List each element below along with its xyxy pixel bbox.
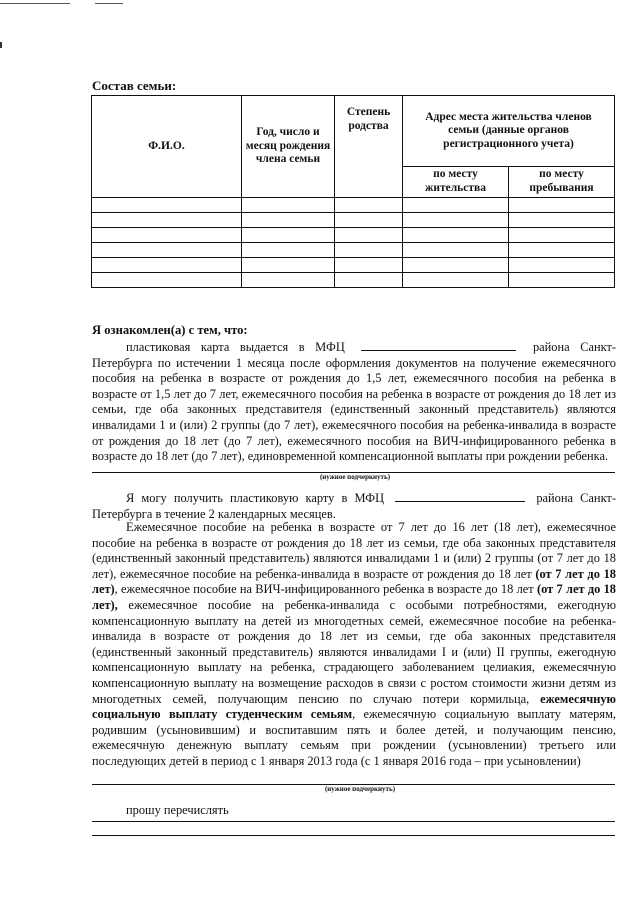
district-blank-2[interactable]	[395, 490, 525, 502]
transfer-blank-2[interactable]	[92, 835, 615, 836]
notice-p3-d: (от 7 лет до 18 лет),	[92, 582, 616, 612]
header-place-of-residence: по месту жительства	[403, 167, 509, 198]
notice-p1-district: района	[532, 340, 570, 354]
family-composition-title: Состав семьи:	[92, 78, 177, 93]
notice-p1-rest: Санкт-Петербурга по истечении 1 месяца после оформления документов на получение ежемесячного пособия на ребенка в возрасте от рождения до 1,5 лет, ежемесячного пособия на ребенка в возрасте от 1,5 лет до 7 лет, ежемесячного пособия на ребенка в возрасте от рождения до 18 лет из семьи, где оба законных представителя (единственный законный представитель) являются инвалидами 1 и (или) 2 группы (до 7 лет), ежемесячного пособия на ребенка-инвалида в возрасте от рождения до 18 лет (до 7 лет), ежемесячного пособия на ВИЧ-инфицированного ребенка в возрасте до 18 лет (до 7 лет), единовременной компенсационной выплаты при рождении ребенка.	[92, 340, 616, 464]
table-row	[92, 213, 615, 228]
table-row	[92, 258, 615, 273]
underline-hint-1: (нужное подчеркнуть)	[319, 473, 391, 481]
table-row	[92, 243, 615, 258]
notice-p3-a: Ежемесячное пособие на ребенка в возрасте от 7 лет до 16 лет (18 лет), ежемесячное пособие на ребенка в возрасте от рождения до 18 лет из семьи, где оба законных представителя (единственный законный представитель) являются инвалидами 1 и (или) 2 группы (от 7 лет до 18 лет), ежемесячное пособие на ребенка-инвалида в возрасте от рождения до 18 лет	[92, 520, 616, 581]
scan-top-line	[95, 3, 123, 4]
scan-top-line	[0, 3, 70, 4]
transfer-label: прошу перечислять	[126, 803, 229, 817]
notice-paragraph-3	[92, 520, 616, 770]
header-place-of-stay: по месту пребывания	[509, 167, 615, 198]
notice-p3-g: , ежемесячную социальную выплату матерям, родившим (усыновившим) и воспитавшим пять и более детей, и получающим пенсию, ежемесячную денежную выплату семьям при рождении (усыновлении) третьего или последующих детей в период с 1 января 2013 года (с 1 января 2016 года – при усыновлении)	[92, 707, 617, 768]
notice-p3-c: , ежемесячное пособие на ВИЧ-инфицированного ребенка в возрасте до 18 лет	[114, 582, 534, 597]
notice-p2-rest: Санкт-Петербурга в течение 2 календарных месяцев.	[92, 491, 616, 521]
notice-title: Я ознакомлен(а) с тем, что:	[92, 323, 248, 337]
header-address: Адрес места жительства членов семьи (данные органов регистрационного учета)	[403, 96, 615, 167]
notice-p3-e: ежемесячное пособие на ребенка-инвалида с особыми потребностями, ежегодную компенсационную выплату на детей из многодетных семей, ежемесячное пособие на ребенка-инвалида в возрасте от рождения до 18 лет из семьи, где оба законных представителя (единственный законный представитель) являются инвалидами I и (или) II группы, ежегодную компенсационную выплату на ребенка, страдающего заболеванием целиакия, ежемесячную компенсационную выплату на возмещение расходов в связи с ростом стоимости жизни детям из многодетных семей, получающим пенсию по случаю потери кормильца,	[92, 597, 616, 706]
notice-paragraph-1	[92, 339, 616, 465]
header-relation: Степень родства	[335, 96, 403, 198]
notice-paragraph-2	[92, 490, 616, 522]
table-row	[92, 228, 615, 243]
notice-p2-start: Я могу получить пластиковую карту в МФЦ	[126, 491, 385, 505]
transfer-line	[92, 803, 616, 819]
notice-p3-b: (от 7 лет до 18 лет)	[92, 566, 616, 597]
family-table	[91, 95, 615, 288]
underline-hint-2: (нужное подчеркнуть)	[324, 785, 396, 793]
table-row	[92, 198, 615, 213]
table-row	[92, 273, 615, 288]
district-blank-1[interactable]	[361, 339, 516, 351]
notice-p2-district: района	[536, 491, 574, 505]
header-full-name: Ф.И.О.	[92, 96, 242, 198]
scan-margin-mark	[0, 42, 2, 48]
notice-p3-f: ежемесячную социальную выплату студенческим семьям	[92, 691, 616, 722]
notice-p1-start: пластиковая карта выдается в МФЦ	[126, 340, 345, 354]
transfer-blank-1[interactable]	[92, 821, 615, 822]
header-birth-date: Год, число и месяц рождения члена семьи	[242, 96, 335, 198]
